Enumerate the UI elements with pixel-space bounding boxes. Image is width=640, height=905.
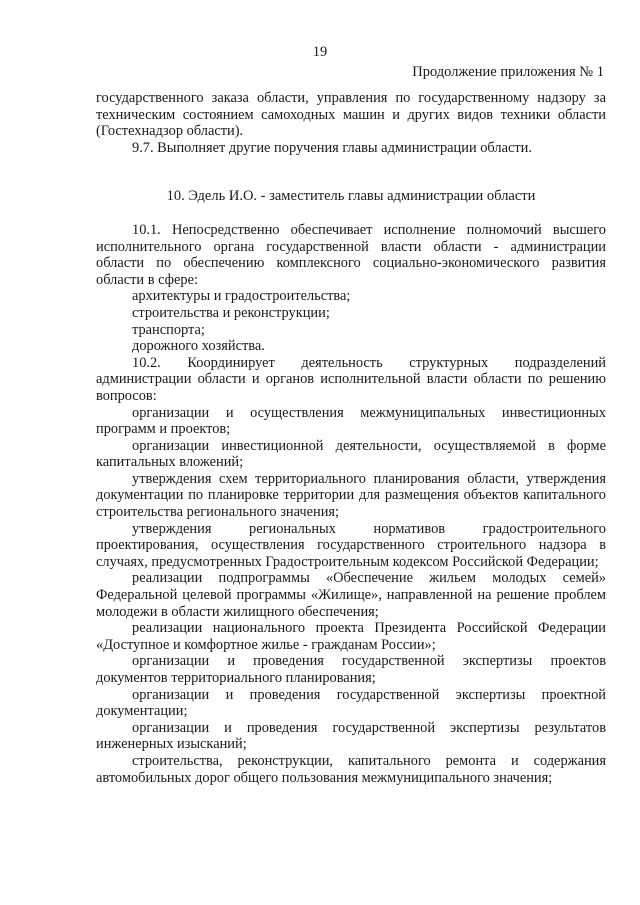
sphere-item: транспорта; <box>132 321 205 338</box>
continuation-paragraph: государственного заказа области, управления по государственному надзору за техническим состоянием самоходных машин и других видов техники области (Гостехнадзор области). <box>96 90 606 140</box>
spacer <box>96 156 606 188</box>
appendix-note: Продолжение приложения № 1 <box>412 64 604 80</box>
sphere-item: дорожного хозяйства. <box>132 338 265 355</box>
question-item: реализации национального проекта Президента Российской Федерации «Доступное и комфортное жилье - гражданам России»; <box>96 620 606 653</box>
question-item: реализации подпрограммы «Обеспечение жильем молодых семей» Федеральной целевой программы «Жилище», направленной на решение проблем молодежи в области жилищного обеспечения; <box>96 570 606 620</box>
question-item: организации инвестиционной деятельности, осуществляемой в форме капитальных вложений; <box>96 437 606 471</box>
sphere-item: строительства и реконструкции; <box>132 304 330 321</box>
question-item: организации и осуществления межмуниципальных инвестиционных программ и проектов; <box>96 404 606 438</box>
sphere-item: архитектуры и градостроительства; <box>132 288 351 305</box>
question-item: утверждения схем территориального планирования области, утверждения документации по планировке территории для размещения объектов капитального строительства регионального значения; <box>96 470 606 521</box>
question-item: организации и проведения государственной экспертизы проектной документации; <box>96 686 606 720</box>
section-10-title: 10. Эдель И.О. - заместитель главы администрации области <box>166 188 536 205</box>
question-item: организации и проведения государственной экспертизы проектов документов территориального планирования; <box>96 653 606 686</box>
item-10-1: 10.1. Непосредственно обеспечивает исполнение полномочий высшего исполнительного органа государственной власти области - администрации области по обеспечению комплексного социально-экономического развития области в сфере: <box>96 221 606 288</box>
item-9-7: 9.7. Выполняет другие поручения главы администрации области. <box>132 139 532 156</box>
body-text <box>96 90 606 786</box>
spacer <box>96 205 606 222</box>
question-item: утверждения региональных нормативов градостроительного проектирования, осуществления государственного строительного надзора в случаях, предусмотренных Градостроительным кодексом Российской Федерации; <box>96 520 606 570</box>
question-item: организации и проведения государственной экспертизы результатов инженерных изысканий; <box>96 719 606 753</box>
item-10-2: 10.2. Координирует деятельность структурных подразделений администрации области и органов исполнительной власти области по решению вопросов: <box>96 354 606 404</box>
question-item: строительства, реконструкции, капитального ремонта и содержания автомобильных дорог общего пользования межмуниципального значения; <box>96 752 606 786</box>
page-number: 19 <box>312 44 328 60</box>
